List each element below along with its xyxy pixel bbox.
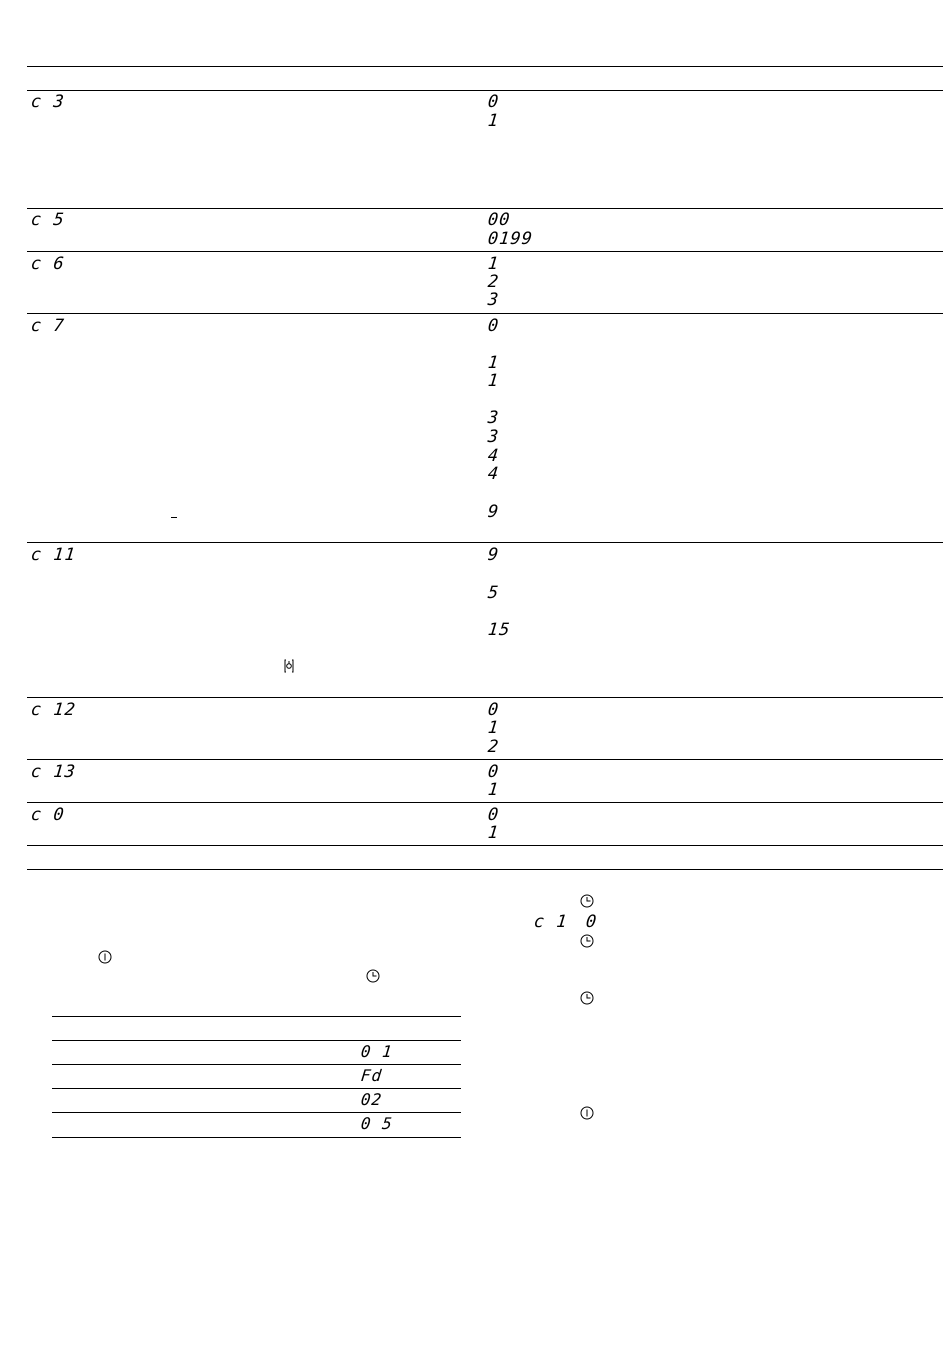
setting-value: 5	[486, 583, 501, 603]
setting-code: c 11	[29, 545, 77, 565]
setting-value: 2	[486, 737, 501, 757]
small-table-value: 0 1	[360, 1042, 394, 1061]
row-divider	[27, 845, 943, 846]
inline-setting-value: 0	[584, 912, 599, 932]
table-header-rule	[27, 90, 943, 91]
small-table-divider	[52, 1064, 461, 1065]
setting-value: 3	[486, 427, 501, 447]
clock-icon	[580, 934, 594, 948]
setting-code: c 6	[29, 254, 66, 274]
setting-value: 9	[486, 502, 501, 522]
row-divider	[27, 313, 943, 314]
small-table-value: 02	[360, 1090, 384, 1109]
setting-code: c 5	[29, 210, 66, 230]
small-table-bottom-rule	[52, 1137, 461, 1138]
setting-value: 3	[486, 408, 501, 428]
setting-value: 1	[486, 780, 501, 800]
setting-value: 15	[486, 620, 512, 640]
setting-value: 4	[486, 446, 501, 466]
child-lock-icon	[284, 659, 294, 673]
setting-value: 1	[486, 254, 501, 274]
row-divider	[27, 251, 943, 252]
setting-value: 1	[486, 353, 501, 373]
row-divider	[27, 759, 943, 760]
small-table-header-rule	[52, 1040, 461, 1041]
table-bottom-rule	[27, 869, 943, 870]
setting-value: 0	[486, 700, 501, 720]
setting-value: 3	[486, 290, 501, 310]
row-divider	[27, 542, 943, 543]
setting-value: 0	[486, 316, 501, 336]
small-table-value: 0 5	[360, 1114, 394, 1133]
row-divider	[27, 802, 943, 803]
small-table-value: Fd	[360, 1066, 384, 1085]
setting-value: 0	[486, 762, 501, 782]
setting-code: c 7	[29, 316, 66, 336]
setting-value: 1	[486, 111, 501, 131]
setting-code: c 13	[29, 762, 77, 782]
small-table-divider	[52, 1112, 461, 1113]
setting-value: 1	[486, 371, 501, 391]
setting-code: c 3	[29, 92, 66, 112]
setting-value: 2	[486, 272, 501, 292]
setting-value: 0	[486, 805, 501, 825]
table-top-rule	[27, 66, 943, 67]
setting-value: 4	[486, 464, 501, 484]
row-divider	[27, 697, 943, 698]
inline-setting-code: c 1	[532, 912, 569, 932]
setting-value: 1	[486, 718, 501, 738]
setting-value: 0	[486, 92, 501, 112]
power-icon	[98, 950, 112, 964]
clock-icon	[366, 969, 380, 983]
setting-value: 0199	[486, 229, 534, 249]
setting-value: 00	[486, 210, 512, 230]
setting-value: 1	[486, 823, 501, 843]
setting-code: c 0	[29, 805, 66, 825]
setting-value: 9	[486, 545, 501, 565]
clock-icon	[580, 991, 594, 1005]
dash-symbol	[171, 517, 177, 518]
row-divider	[27, 208, 943, 209]
small-table-divider	[52, 1088, 461, 1089]
setting-code: c 12	[29, 700, 77, 720]
power-icon	[580, 1106, 594, 1120]
clock-icon	[580, 894, 594, 908]
small-table-top-rule	[52, 1016, 461, 1017]
